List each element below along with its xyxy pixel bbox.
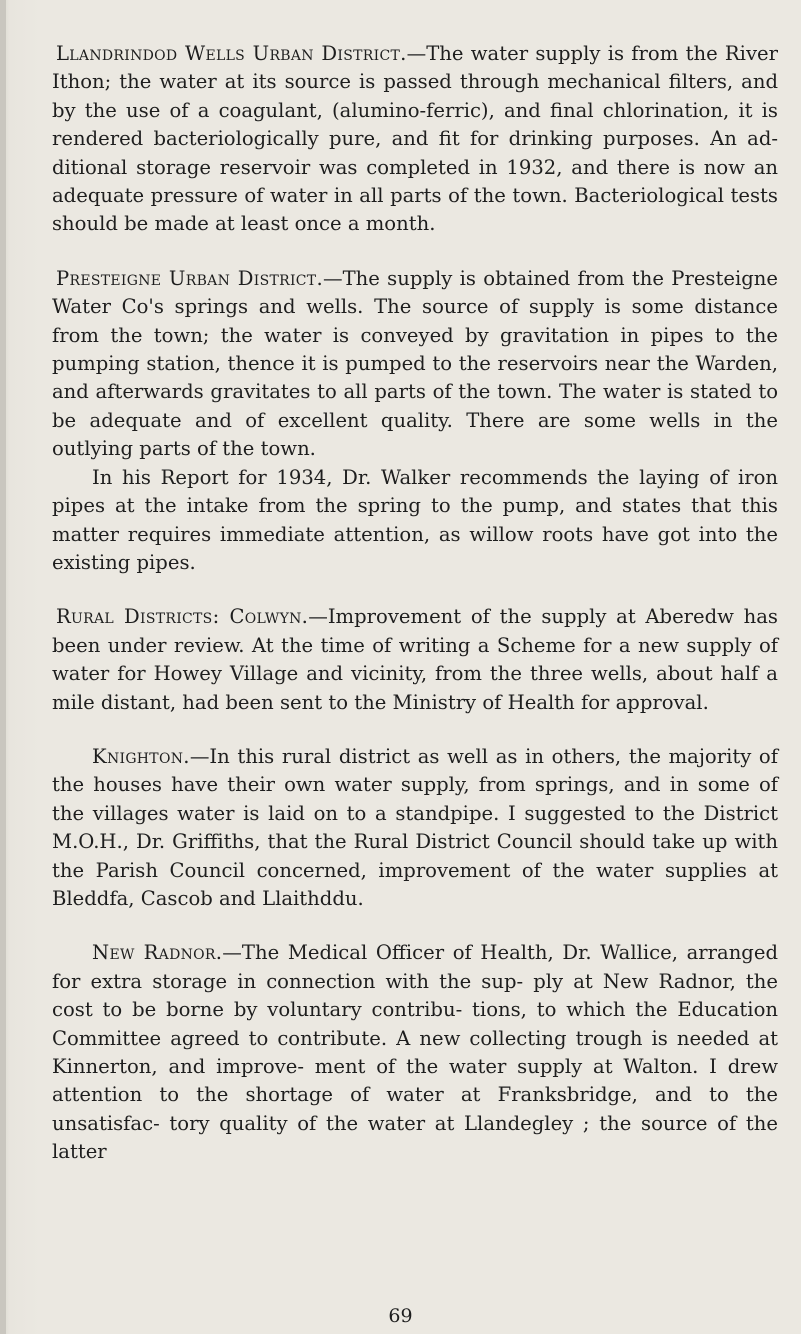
section-llandrindod-wells <box>52 40 778 239</box>
section-colwyn <box>52 603 778 717</box>
section-heading: Knighton. <box>92 744 190 768</box>
section-body: —The supply is obtained from the Presteigne Water Co's springs and wells. The source of supply is some distance from the town; the water is conveyed by gravitation in pipes to the pumping station, thence it is pumped to the reservoirs near the Warden, and afterwards gravitates to all parts of the town. The water is stated to be adequate and of excellent quality. There are some wells in the outlying parts of the town. <box>52 266 778 461</box>
section-body: —The Medical Officer of Health, Dr. Wallice, arranged for extra storage in connection with the sup- ply at New Radnor, the cost to be borne by voluntary contribu- tions, to which the Education Committee agreed to contribute. A new collecting trough is needed at Kinnerton, and improve- ment of the water supply at Walton. I drew attention to the shortage of water at Franksbridge, and to the unsatisfac- tory quality of the water at Llandegley ; the source of the latter <box>52 941 778 1164</box>
section-heading: New Radnor. <box>92 941 223 965</box>
section-body: —The water supply is from the River Ithon; the water at its source is passed through mechanical filters, and by the use of a coagulant, (alumino-ferric), and final chlorination, it is rendered bacteriologically pure, and fit for drinking purposes. An ad- ditional storage reservoir was completed in 1932, and there is now an adequate pressure of water in all parts of the town. Bacteriological tests should be made at least once a month. <box>52 42 778 236</box>
page-number: 69 <box>388 1305 413 1327</box>
section-presteigne-continuation: In his Report for 1934, Dr. Walker recommends the laying of iron pipes at the intake from the spring to the pump, and states that this matter requires immediate attention, as willow roots have got into the existing pipes. <box>52 465 778 574</box>
section-body: —Improvement of the supply at Aberedw has been under review. At the time of writing a Scheme for a new supply of water for Howey Village and vicinity, from the three wells, about half a mile distant, had been sent to the Ministry of Health for approval. <box>52 605 778 714</box>
section-body: —In this rural district as well as in others, the majority of the houses have their own water supply, from springs, and in some of the villages water is laid on to a standpipe. I suggested to the District M.O.H., Dr. Griffiths, that the Rural District Council should take up with the Parish Council concerned, improvement of the water supplies at Bleddfa, Cascob and Llaithddu. <box>52 744 778 910</box>
text-column <box>52 40 778 1167</box>
section-heading: Presteigne Urban District. <box>56 266 323 290</box>
page-gutter <box>0 0 6 1334</box>
section-heading: Llandrindod Wells Urban District. <box>56 42 407 65</box>
section-knighton <box>52 743 778 913</box>
section-presteigne <box>52 265 778 464</box>
section-new-radnor <box>52 939 778 1166</box>
section-heading: Rural Districts: Colwyn. <box>56 605 309 629</box>
